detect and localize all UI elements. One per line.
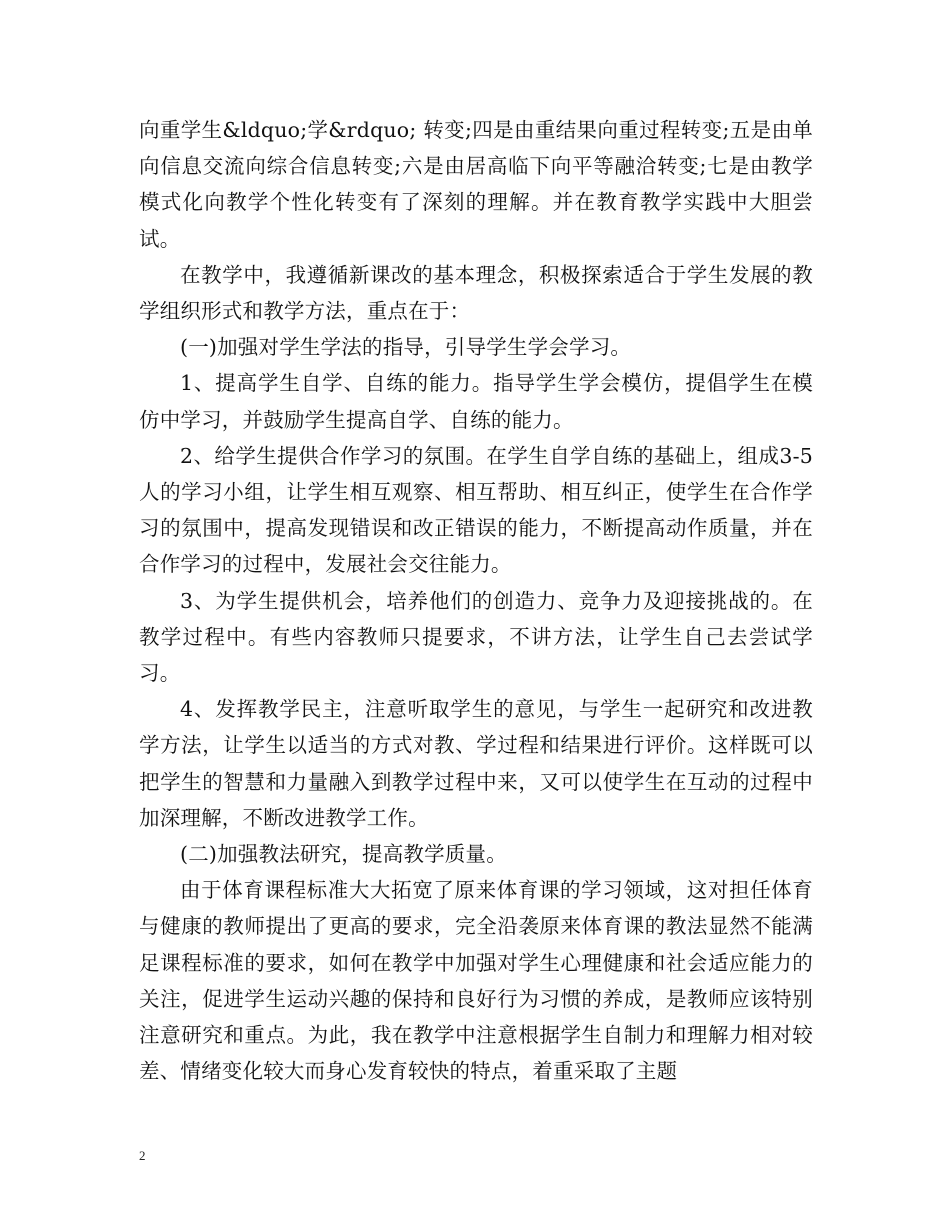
paragraph-1: 向重学生&ldquo;学&rdquo; 转变;四是由重结果向重过程转变;五是由单向信息交流向综合信息转变;六是由居高临下向平等融洽转变;七是由教学模式化向教学个性化转变有了深刻的理解。并在教育教学实践中大胆尝试。 xyxy=(139,118,813,251)
section-heading-1: (一)加强对学生学法的指导，引导学生学会学习。 xyxy=(180,335,632,360)
paragraph-final: 由于体育课程标准大大拓宽了原来体育课的学习领域，这对担任体育与健康的教师提出了更高的要求，完全沿袭原来体育课的教法显然不能满足课程标准的要求，如何在教学中加强对学生心理健康和社会适应能力的关注，促进学生运动兴趣的保持和良好行为习惯的养成，是教师应该特别注意研究和重点。为此，我在教学中注意根据学生自制力和理解力相对较差、情绪变化较大而身心发育较快的特点，着重采取了主题 xyxy=(139,878,813,1084)
paragraph-item-1: 1、提高学生自学、自练的能力。指导学生学会模仿，提倡学生在模仿中学习，并鼓励学生提高自学、自练的能力。 xyxy=(139,371,813,432)
paragraph-item-3: 3、为学生提供机会，培养他们的创造力、竞争力及迎接挑战的。在教学过程中。有些内容教师只提要求，不讲方法，让学生自己去尝试学习。 xyxy=(139,588,813,686)
page-number: 2 xyxy=(139,1148,146,1163)
section-heading-2: (二)加强教法研究，提高教学质量。 xyxy=(180,842,507,867)
paragraph-2: 在教学中，我遵循新课改的基本理念，积极探索适合于学生发展的教学组织形式和教学方法，重点在于： xyxy=(139,262,813,324)
document-body xyxy=(139,112,813,1089)
paragraph-item-4: 4、发挥教学民主，注意听取学生的意见，与学生一起研究和改进教学方法，让学生以适当的方式对教、学过程和结果进行评价。这样既可以把学生的智慧和力量融入到教学过程中来，又可以使学生在互动的过程中加深理解，不断改进教学工作。 xyxy=(139,697,813,830)
paragraph-item-2: 2、给学生提供合作学习的氛围。在学生自学自练的基础上，组成3-5人的学习小组，让学生相互观察、相互帮助、相互纠正，使学生在合作学习的氛围中，提高发现错误和改正错误的能力，不断提高动作质量，并在合作学习的过程中，发展社会交往能力。 xyxy=(139,443,813,577)
